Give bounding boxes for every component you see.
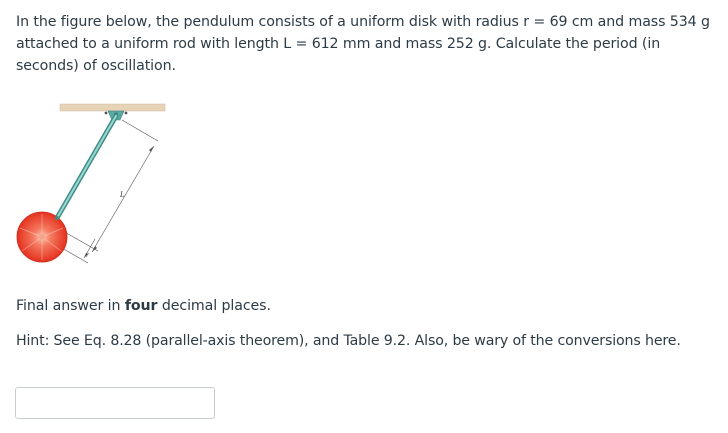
dimension-extension-top bbox=[122, 120, 158, 141]
label-r: r bbox=[86, 252, 89, 259]
rod-disk-joint bbox=[55, 216, 59, 220]
format-bold: four bbox=[124, 298, 158, 314]
dimension-line-L bbox=[92, 146, 154, 252]
disk-center bbox=[39, 234, 45, 240]
hint-text: Hint: See Eq. 8.28 (parallel-axis theorem), and Table 9.2. Also, be wary of the conversions here. bbox=[16, 333, 681, 349]
pendulum-figure bbox=[12, 100, 182, 275]
answer-input[interactable] bbox=[15, 387, 215, 419]
pivot-bolt-right bbox=[125, 112, 128, 115]
format-prefix: Final answer in bbox=[16, 298, 125, 314]
dimension-arrow-top bbox=[149, 146, 154, 152]
dimension-extension-bottom bbox=[62, 248, 88, 263]
ceiling-bar bbox=[60, 104, 165, 111]
question-text: In the figure below, the pendulum consists of a uniform disk with radius r = 69 cm and mass 534 g attached to a uniform rod with length L = 612 mm and mass 252 g. Calculate the period (in seconds) of oscillation. bbox=[16, 14, 710, 74]
label-L: L bbox=[120, 191, 125, 199]
pivot-bolt-left bbox=[105, 112, 108, 115]
pendulum-rod-highlight bbox=[57, 116, 116, 218]
format-suffix: decimal places. bbox=[157, 298, 271, 314]
answer-format-instruction bbox=[16, 295, 271, 317]
